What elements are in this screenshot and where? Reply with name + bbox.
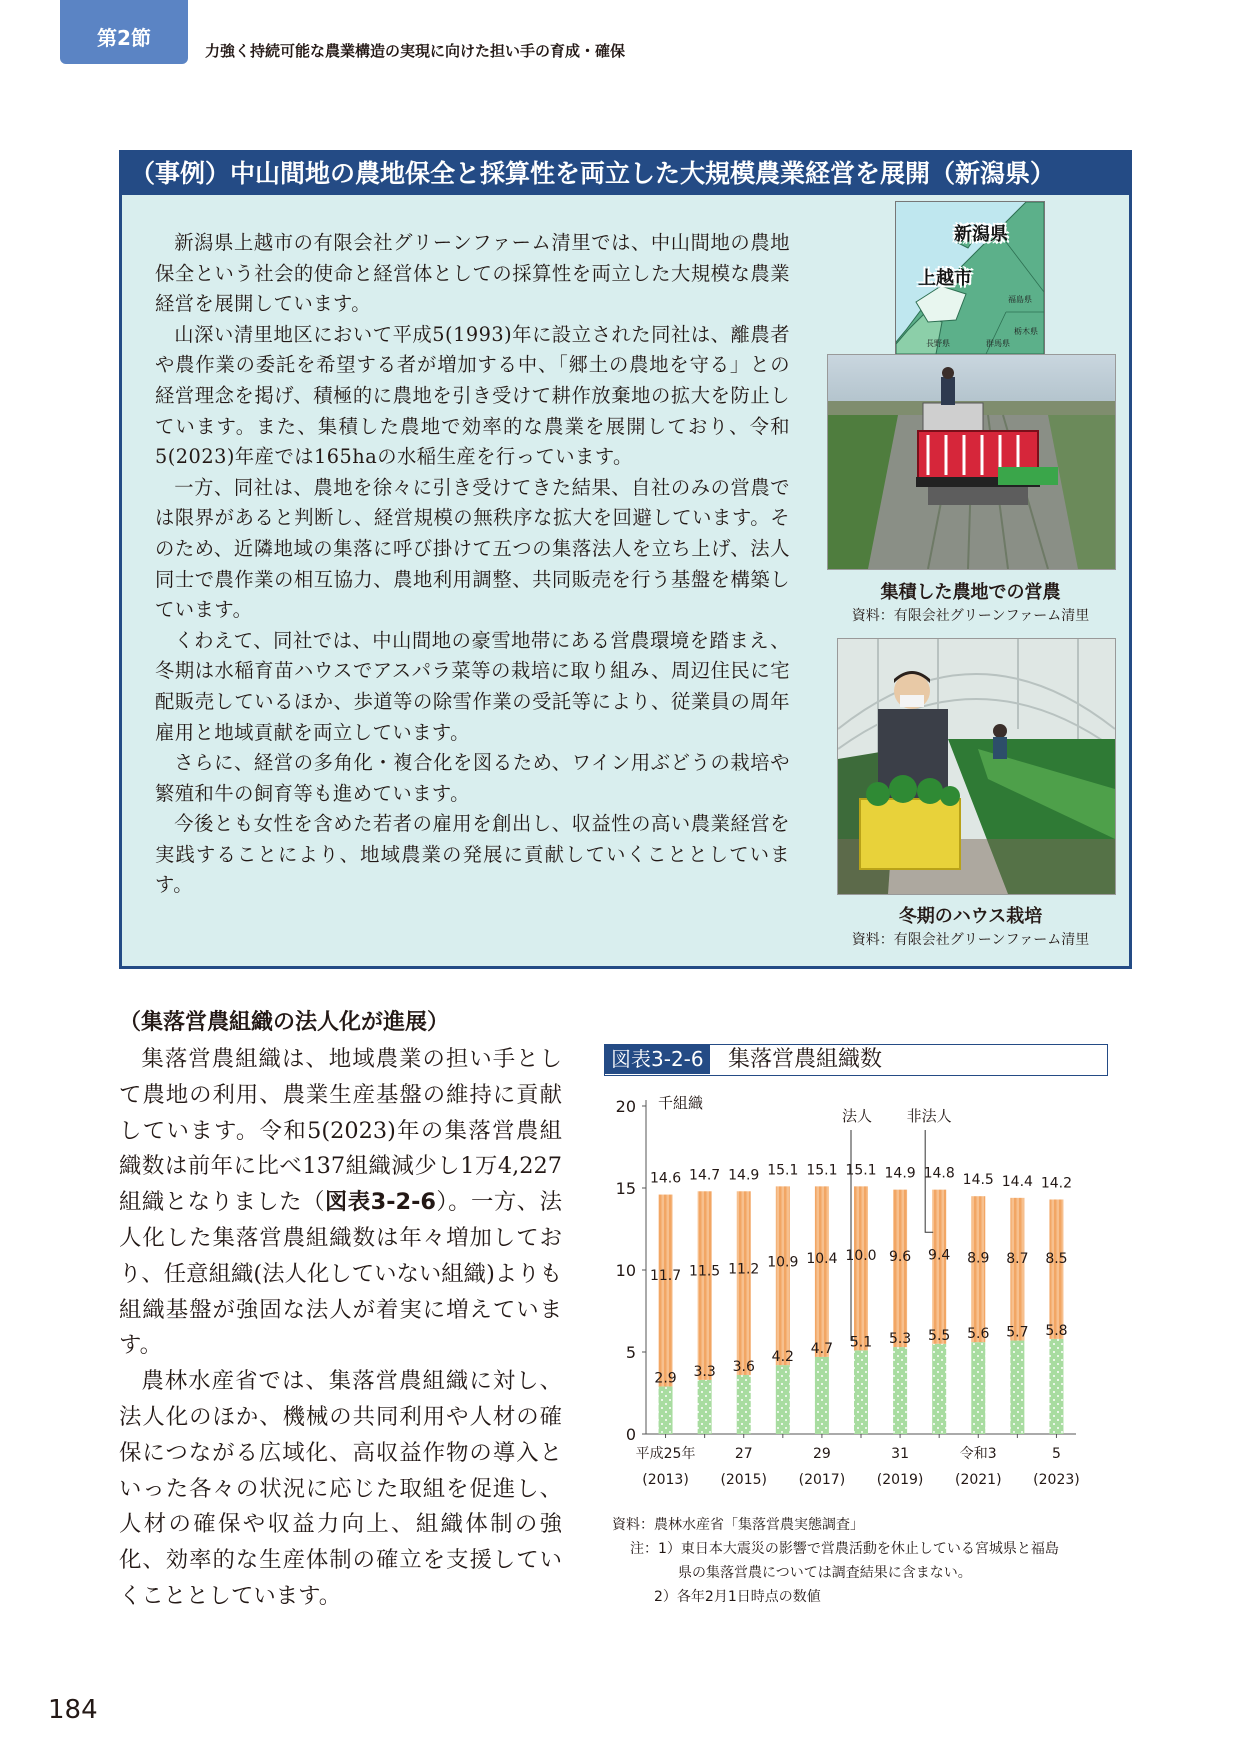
photo-greenhouse-image bbox=[838, 639, 1115, 894]
bar-segment-hojin bbox=[932, 1344, 946, 1434]
data-label-total: 14.2 bbox=[1040, 1175, 1073, 1192]
figure-notes bbox=[612, 1513, 1059, 1609]
p1-text-after: ）。一方、法人化した集落営農組織数は年々増加しており、任意組織(法人化していない組織)よりも組織基盤が強固な法人が着実に増えています。 bbox=[119, 1189, 562, 1359]
figure-note-1b: 県の集落営農については調査結果に含まない。 bbox=[678, 1565, 972, 1581]
map-label-nagano: 長野県 bbox=[926, 339, 950, 348]
y-tick-label: 0 bbox=[625, 1425, 636, 1444]
bar-segment-hihojin bbox=[659, 1195, 673, 1387]
data-label-total: 14.8 bbox=[923, 1165, 955, 1182]
main-body bbox=[119, 1042, 562, 1615]
map-label-gunma: 群馬県 bbox=[986, 339, 1010, 348]
data-label-hojin: 4.2 bbox=[771, 1349, 794, 1366]
section-tab: 第2節 bbox=[60, 0, 188, 64]
bar-segment-hihojin bbox=[932, 1190, 946, 1344]
x-tick-label-bottom: (2015) bbox=[720, 1472, 768, 1488]
data-label-hihojin: 10.9 bbox=[767, 1254, 799, 1271]
case-paragraph: 今後とも女性を含めた若者の雇用を創出し、収益性の高い農業経営を実践することにより、地域農業の発展に貢献していくこととしています。 bbox=[155, 812, 790, 897]
bar-segment-hihojin bbox=[815, 1186, 829, 1357]
section-title: 力強く持続可能な農業構造の実現に向けた担い手の育成・確保 bbox=[205, 42, 626, 60]
data-label-total: 15.1 bbox=[806, 1162, 838, 1179]
x-tick-label-bottom: (2017) bbox=[798, 1472, 846, 1488]
y-tick-label: 10 bbox=[615, 1261, 636, 1280]
bar-segment-hihojin bbox=[1010, 1198, 1024, 1341]
bar-segment-hihojin bbox=[1049, 1199, 1063, 1338]
data-label-hihojin: 11.2 bbox=[728, 1261, 760, 1278]
case-paragraph: さらに、経営の多角化・複合化を図るため、ワイン用ぶどうの栽培や繁殖和牛の飼育等も進めています。 bbox=[155, 751, 790, 805]
y-unit-label: 千組織 bbox=[658, 1094, 704, 1112]
data-label-total: 14.9 bbox=[728, 1167, 760, 1184]
photo2-caption: 冬期のハウス栽培 bbox=[898, 906, 1043, 927]
y-tick-label: 5 bbox=[625, 1343, 636, 1362]
data-label-hihojin: 10.4 bbox=[806, 1250, 838, 1267]
x-tick-label-top: 29 bbox=[812, 1446, 831, 1462]
x-tick-label-top: 27 bbox=[734, 1446, 753, 1462]
legend-label-hihojin: 非法人 bbox=[906, 1107, 952, 1125]
case-paragraph: 山深い清里地区において平成5(1993)年に設立された同社は、離農者や農作業の委託を希望する者が増加する中、「郷土の農地を守る」との経営理念を掲げ、積極的に農地を引き受けて耕作放棄地の拡大を防止しています。また、集積した農地で効率的な農業を展開しており、令和5(2023)年産では165haの水稲生産を行っています。 bbox=[155, 322, 790, 469]
y-tick-label: 20 bbox=[615, 1097, 636, 1116]
bar-segment-hojin bbox=[971, 1342, 985, 1434]
photo2-source: 資料：有限会社グリーンファーム清里 bbox=[851, 932, 1090, 948]
data-label-hihojin: 8.9 bbox=[967, 1250, 990, 1267]
bar-segment-hihojin bbox=[698, 1191, 712, 1380]
data-label-hihojin: 11.7 bbox=[649, 1268, 682, 1285]
data-label-hojin: 4.7 bbox=[810, 1340, 834, 1357]
data-label-total: 15.1 bbox=[845, 1162, 877, 1179]
map-label-tochigi: 栃木県 bbox=[1014, 327, 1038, 336]
figure-note-1a: 注：1）東日本大震災の影響で営農活動を休止している宮城県と福島 bbox=[630, 1541, 1059, 1557]
data-label-hojin: 5.7 bbox=[1006, 1324, 1029, 1341]
x-tick-label-bottom: (2023) bbox=[1033, 1472, 1080, 1488]
p1-text-before: 集落営農組織は、地域農業の担い手として農地の利用、農業生産基盤の維持に貢献しています。令和5(2023)年の集落営農組織数は前年に比べ137組織減少し1万4,227組織となりました（ bbox=[119, 1046, 562, 1216]
bar-segment-hojin bbox=[893, 1347, 907, 1434]
figure-title-bar bbox=[604, 1044, 1108, 1076]
data-label-hihojin: 8.7 bbox=[1006, 1250, 1029, 1267]
photo-greenhouse bbox=[837, 638, 1116, 895]
photo-rice-planting bbox=[827, 354, 1116, 570]
figure-number: 図表3-2-6 bbox=[605, 1045, 710, 1074]
bar-segment-hojin bbox=[698, 1380, 712, 1434]
x-tick-label-bottom: (2013) bbox=[642, 1472, 689, 1488]
x-tick-label-top: 平成25年 bbox=[635, 1446, 696, 1462]
bar-segment-hojin bbox=[659, 1386, 673, 1434]
x-tick-label-top: 令和3 bbox=[959, 1446, 997, 1462]
bar-segment-hojin bbox=[1049, 1339, 1063, 1434]
bar-segment-hojin bbox=[815, 1357, 829, 1434]
data-label-total: 14.5 bbox=[962, 1172, 994, 1189]
data-label-hihojin: 10.0 bbox=[845, 1248, 877, 1265]
data-label-hojin: 3.6 bbox=[732, 1358, 755, 1375]
x-tick-label-bottom: (2021) bbox=[954, 1472, 1002, 1488]
figure-note-2: 2）各年2月1日時点の数値 bbox=[654, 1589, 821, 1605]
bar-segment-hihojin bbox=[737, 1191, 751, 1375]
bar-segment-hihojin bbox=[776, 1186, 790, 1365]
bar-segment-hojin bbox=[1010, 1341, 1024, 1434]
photo1-source: 資料：有限会社グリーンファーム清里 bbox=[851, 608, 1090, 624]
photo1-caption: 集積した農地での営農 bbox=[880, 582, 1061, 603]
bar-segment-hihojin bbox=[854, 1186, 868, 1350]
data-label-total: 14.6 bbox=[649, 1170, 682, 1187]
data-label-hihojin: 11.5 bbox=[689, 1263, 721, 1280]
location-map bbox=[895, 201, 1045, 355]
data-label-total: 14.9 bbox=[884, 1165, 916, 1182]
page-number: 184 bbox=[48, 1695, 98, 1725]
x-tick-label-top: 5 bbox=[1051, 1446, 1061, 1462]
data-label-hihojin: 8.5 bbox=[1045, 1251, 1068, 1268]
map-label-city: 上越市 bbox=[918, 268, 972, 289]
x-tick-label-bottom: (2019) bbox=[876, 1472, 924, 1488]
section-heading: （集落営農組織の法人化が進展） bbox=[119, 1010, 450, 1035]
y-tick-label: 15 bbox=[615, 1179, 636, 1198]
case-paragraph: くわえて、同社では、中山間地の豪雪地帯にある営農環境を踏まえ、冬期は水稲育苗ハウスでアスパラ菜等の栽培に取り組み、周辺住民に宅配販売しているほか、歩道等の除雪作業の受託等により、従業員の周年雇用と地域貢献を両立しています。 bbox=[155, 628, 790, 744]
figure-reference-link[interactable]: 図表3-2-6 bbox=[324, 1189, 436, 1216]
data-label-hojin: 5.8 bbox=[1045, 1322, 1068, 1339]
bar-segment-hihojin bbox=[893, 1190, 907, 1347]
figure-title: 集落営農組織数 bbox=[728, 1047, 883, 1072]
data-label-total: 14.4 bbox=[1001, 1173, 1033, 1190]
legend-label-hojin: 法人 bbox=[841, 1107, 873, 1125]
main-paragraph-2: 農林水産省では、集落営農組織に対し、法人化のほか、機械の共同利用や人材の確保につながる広域化、高収益作物の導入といった各々の状況に応じた取組を促進し、人材の確保や収益力向上、組織体制の強化、効率的な生産体制の確立を支援していくこととしています。 bbox=[119, 1368, 562, 1609]
data-label-total: 14.7 bbox=[689, 1167, 721, 1184]
case-paragraph: 新潟県上越市の有限会社グリーンファーム清里では、中山間地の農地保全という社会的使命と経営体としての採算性を両立した大規模な農業経営を展開しています。 bbox=[155, 231, 790, 316]
figure-source: 資料：農林水産省「集落営農実態調査」 bbox=[612, 1517, 864, 1533]
data-label-hojin: 5.5 bbox=[928, 1327, 951, 1344]
bar-segment-hojin bbox=[737, 1375, 751, 1434]
data-label-hojin: 2.9 bbox=[654, 1370, 677, 1387]
data-label-hihojin: 9.4 bbox=[928, 1247, 951, 1264]
bar-segment-hojin bbox=[776, 1365, 790, 1434]
data-label-hojin: 3.3 bbox=[693, 1363, 716, 1380]
main-paragraph-1 bbox=[119, 1042, 562, 1364]
x-tick-label-top: 31 bbox=[891, 1446, 910, 1462]
case-study-body bbox=[155, 228, 790, 901]
stacked-bar-chart bbox=[604, 1078, 1104, 1498]
case-paragraph: 一方、同社は、農地を徐々に引き受けてきた結果、自社のみの営農では限界があると判断し、経営規模の無秩序な拡大を回避しています。そのため、近隣地域の集落に呼び掛けて五つの集落法人を立ち上げ、法人同士で農作業の相互協力、農地利用調整、共同販売を行う基盤を構築しています。 bbox=[155, 475, 790, 622]
map-label-prefecture: 新潟県 bbox=[954, 224, 1008, 245]
data-label-hojin: 5.6 bbox=[967, 1326, 990, 1343]
bar-segment-hojin bbox=[854, 1350, 868, 1434]
map-label-fukushima: 福島県 bbox=[1008, 295, 1032, 304]
bar-segment-hihojin bbox=[971, 1196, 985, 1342]
data-label-hojin: 5.3 bbox=[888, 1331, 912, 1348]
case-study-title: （事例）中山間地の農地保全と採算性を両立した大規模農業経営を展開（新潟県） bbox=[122, 153, 1129, 195]
photo-rice-planting-image bbox=[828, 355, 1115, 569]
data-label-hojin: 5.1 bbox=[849, 1334, 873, 1351]
data-label-total: 15.1 bbox=[767, 1162, 799, 1179]
data-label-hihojin: 9.6 bbox=[888, 1248, 912, 1265]
